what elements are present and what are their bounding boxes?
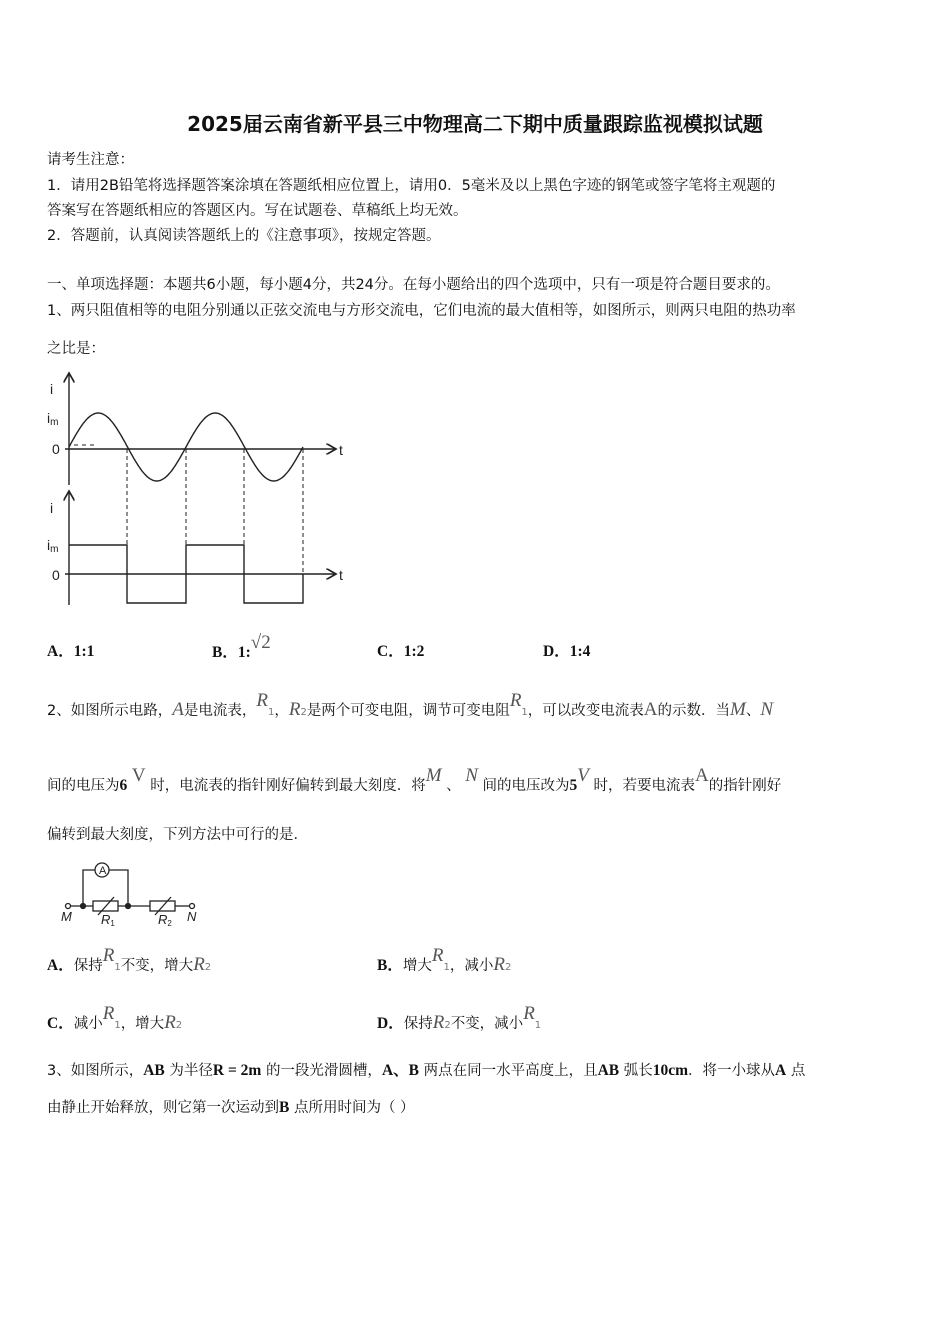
q3-line-2: 由静止开始释放，则它第一次运动到B 点所用时间为（ ）	[47, 1099, 415, 1116]
q2-line-1: 2、如图所示电路，A是电流表，R1，R2是两个可变电阻，调节可变电阻R1，可以改变电流表A的示数．当M、N	[47, 690, 774, 720]
q1-option-d[interactable]: D．1:4	[543, 643, 591, 660]
sqrt-2: √2	[250, 632, 271, 653]
sine-zero-label: 0	[52, 441, 60, 457]
square-i-label: i	[50, 500, 54, 516]
section-heading: 一、单项选择题：本题共6小题，每小题4分，共24分。在每小题给出的四个选项中，只有一项是符合题目要求的。	[47, 277, 780, 293]
sine-i-label: i	[50, 381, 54, 397]
q2-option-c[interactable]: C．减小R1，增大R2	[47, 1003, 183, 1033]
notice-line-2: 2．答题前，认真阅读答题纸上的《注意事项》，按规定答题。	[47, 228, 441, 244]
circuit-diagram	[66, 863, 195, 915]
sine-wave-graph	[65, 373, 336, 485]
notice-heading: 请考生注意：	[47, 152, 134, 168]
circuit-m-label: M	[61, 909, 72, 924]
q2-line-3: 偏转到最大刻度，下列方法中可行的是．	[47, 827, 308, 843]
q1-option-b[interactable]: B．1:√2	[212, 632, 271, 661]
q2-option-a[interactable]: A．保持R1不变，增大R2	[47, 945, 212, 975]
q3-line-1: 3、如图所示，AB 为半径R = 2m 的一段光滑圆槽，A、B 两点在同一水平高度上，且AB 弧长10cm．将一小球从A 点	[47, 1062, 806, 1079]
q1-text-2: 之比是：	[47, 341, 105, 357]
notice-line-1: 1．请用2B铅笔将选择题答案涂填在答题纸相应位置上，请用0．5毫米及以上黑色字迹的钢笔或签字笔将主观题的	[47, 178, 776, 194]
q2-line-2: 间的电压为6 V 时，电流表的指针刚好偏转到最大刻度．将M 、 N 间的电压改为5V 时，若要电流表A的指针刚好	[47, 765, 782, 794]
dashed-guides	[127, 449, 303, 574]
terminal-m	[66, 904, 71, 909]
sine-t-label: t	[339, 442, 343, 458]
square-t-label: t	[339, 567, 343, 583]
circuit-r1-label: R1	[101, 912, 115, 928]
notice-line-1b: 答案写在答题纸相应的答题区内。写在试题卷、草稿纸上均无效。	[47, 203, 468, 219]
q1-option-c[interactable]: C．1:2	[377, 643, 425, 660]
q2-option-b[interactable]: B．增大R1，减小R2	[377, 945, 512, 975]
q1-option-a[interactable]: A．1:1	[47, 643, 95, 660]
terminal-n	[190, 904, 195, 909]
ammeter-label: A	[99, 865, 107, 877]
q2-option-d[interactable]: D．保持R2不变，减小R1	[377, 1003, 542, 1033]
q1-text: 1、两只阻值相等的电阻分别通以正弦交流电与方形交流电，它们电流的最大值相等，如图所示，则两只电阻的热功率	[47, 303, 796, 319]
page-title: 2025届云南省新平县三中物理高二下期中质量跟踪监视模拟试题	[187, 112, 763, 136]
square-im-label: im	[47, 537, 59, 555]
square-zero-label: 0	[52, 567, 60, 583]
sine-im-label: im	[47, 410, 59, 428]
square-wave-graph	[65, 449, 336, 605]
circuit-r2-label: R2	[158, 912, 172, 928]
circuit-n-label: N	[187, 909, 197, 924]
